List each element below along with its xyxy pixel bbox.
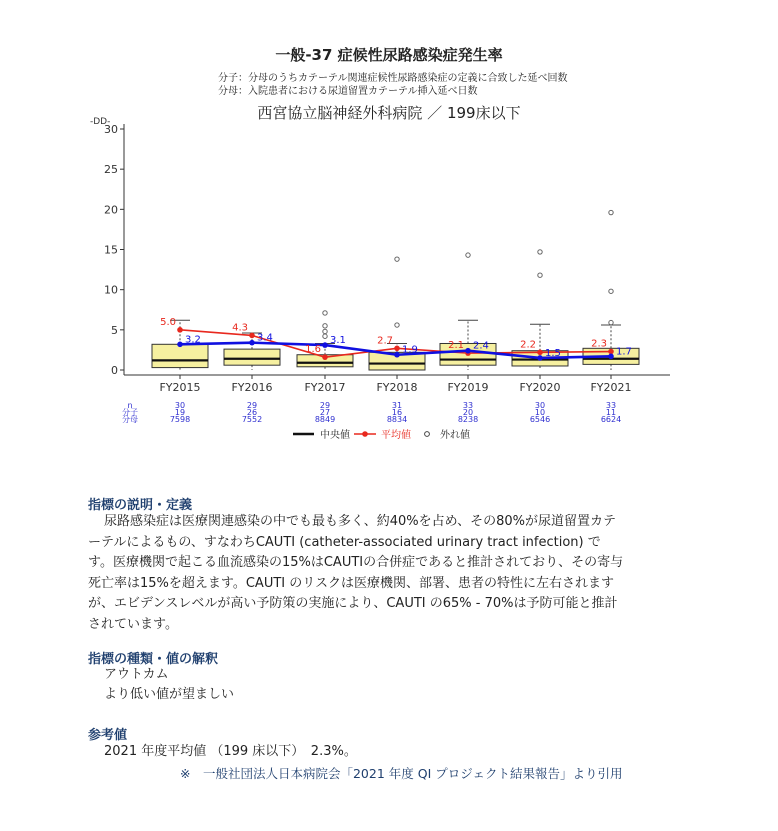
description-line: が、エビデンスレベルが高い予防策の実施により、CAUTI の65% - 70%は予防可能と推計 bbox=[88, 596, 618, 611]
mean-value-label: 4.3 bbox=[232, 322, 248, 334]
mean-value-label: 5.0 bbox=[160, 316, 176, 328]
outlier-point bbox=[323, 324, 327, 328]
table-cell: 6546 bbox=[529, 415, 551, 424]
legend-mean-marker bbox=[362, 431, 368, 437]
mean-series-point bbox=[249, 333, 255, 339]
hospital-series-point bbox=[608, 354, 614, 360]
x-tick-label: FY2021 bbox=[590, 381, 632, 394]
subtitle-denominator: 分母：入院患者における尿道留置カテーテル挿入延べ日数 bbox=[218, 86, 478, 97]
table-row-label: 分母 bbox=[122, 415, 138, 424]
outlier-point bbox=[323, 334, 327, 338]
outlier-point bbox=[395, 257, 399, 261]
x-tick-label: FY2018 bbox=[376, 381, 418, 394]
hospital-value-label: 3.4 bbox=[257, 332, 273, 344]
table-cell: 7552 bbox=[241, 415, 263, 424]
legend-median-label: 中央値 bbox=[320, 430, 350, 441]
reference-note: ※ 一般社団法人日本病院会「2021 年度 QI プロジェクト結果報告」より引用 bbox=[180, 766, 623, 781]
reference-value: 2021 年度平均値 （199 床以下） 2.3%。 bbox=[104, 744, 357, 759]
table-cell: 30 bbox=[534, 401, 546, 410]
table-cell: 8834 bbox=[386, 415, 408, 424]
outlier-point bbox=[609, 320, 613, 324]
description-line: されています。 bbox=[88, 616, 178, 632]
chart-title: 一般-37 症候性尿路感染症発生率 bbox=[275, 46, 503, 64]
hospital-series-point bbox=[537, 355, 543, 361]
hospital-value-label: 1.7 bbox=[616, 346, 632, 358]
outlier-point bbox=[395, 323, 399, 327]
outlier-point bbox=[466, 253, 470, 257]
table-cell: 26 bbox=[246, 408, 258, 417]
table-cell: 10 bbox=[534, 408, 546, 417]
indicator-type: アウトカム bbox=[104, 667, 169, 682]
indicator-interpretation: より低い値が望ましい bbox=[104, 687, 235, 702]
y-tick-label: 20 bbox=[104, 203, 118, 217]
mean-value-label: 2.2 bbox=[520, 339, 536, 351]
legend-outlier-marker bbox=[425, 432, 430, 437]
hospital-series-point bbox=[249, 340, 255, 346]
mean-series-point bbox=[394, 346, 400, 352]
table-cell: 33 bbox=[462, 401, 474, 410]
hospital-value-label: 1.9 bbox=[402, 344, 418, 356]
legend-outlier-label: 外れ値 bbox=[440, 430, 470, 441]
mean-value-label: 2.7 bbox=[377, 335, 393, 347]
table-cell: 27 bbox=[319, 408, 331, 417]
table-cell: 11 bbox=[605, 408, 617, 417]
table-row-label: n bbox=[127, 401, 133, 410]
x-tick-label: FY2017 bbox=[304, 381, 346, 394]
x-tick-label: FY2019 bbox=[447, 381, 489, 394]
table-cell: 6624 bbox=[600, 415, 622, 424]
outlier-point bbox=[323, 311, 327, 315]
table-cell: 7598 bbox=[169, 415, 191, 424]
mean-value-label: 1.6 bbox=[305, 344, 321, 356]
box bbox=[224, 349, 280, 365]
hospital-value-label: 3.1 bbox=[330, 335, 346, 347]
description-line: す。医療機関で起こる血流感染の15%はCAUTIの合併症であると推計されており、その寄与 bbox=[88, 555, 624, 570]
x-tick-label: FY2016 bbox=[231, 381, 273, 394]
y-unit-label: -DD- bbox=[90, 117, 111, 127]
description-line: ーテルによるもの、すなわちCAUTI (catheter-associated urinary tract infection) で bbox=[88, 534, 601, 550]
y-tick-label: 0 bbox=[111, 364, 118, 377]
reference-heading: 参考値 bbox=[88, 728, 128, 743]
hospital-value-label: 3.2 bbox=[185, 334, 201, 346]
outlier-point bbox=[538, 273, 542, 277]
outlier-point bbox=[538, 250, 542, 254]
mean-series-point bbox=[177, 327, 183, 333]
outlier-point bbox=[609, 210, 613, 214]
table-cell: 8238 bbox=[457, 415, 479, 424]
table-cell: 33 bbox=[605, 401, 617, 410]
description-line: 死亡率は15%を超えます。CAUTI のリスクは医療機関、部署、患者の特性に左右されます bbox=[88, 575, 614, 591]
hospital-series-point bbox=[177, 341, 183, 347]
box bbox=[152, 344, 208, 367]
outlier-point bbox=[323, 329, 327, 333]
hospital-label: 西宮協立脳神経外科病院 ／ 199床以下 bbox=[257, 104, 521, 122]
mean-value-label: 2.1 bbox=[448, 340, 464, 352]
hospital-series-point bbox=[322, 342, 328, 348]
y-tick-label: 10 bbox=[104, 283, 118, 297]
legend-mean-label: 平均値 bbox=[381, 430, 411, 441]
mean-value-label: 2.3 bbox=[591, 338, 607, 350]
table-cell: 30 bbox=[174, 401, 186, 410]
outlier-point bbox=[609, 289, 613, 293]
table-cell: 31 bbox=[391, 401, 403, 410]
mean-series-point bbox=[322, 354, 328, 360]
y-tick-label: 15 bbox=[104, 243, 118, 257]
table-cell: 20 bbox=[462, 408, 474, 417]
table-cell: 19 bbox=[174, 408, 186, 417]
x-tick-label: FY2015 bbox=[159, 381, 201, 394]
y-tick-label: 25 bbox=[104, 163, 118, 177]
mean-series-point bbox=[537, 350, 543, 356]
y-tick-label: 5 bbox=[111, 323, 118, 337]
y-tick-label: 30 bbox=[104, 123, 118, 136]
hospital-series-point bbox=[394, 352, 400, 358]
subtitle-numerator: 分子：分母のうちカテーテル関連症候性尿路感染症の定義に合致した延べ回数 bbox=[218, 73, 568, 84]
table-cell: 16 bbox=[391, 408, 403, 417]
x-tick-label: FY2020 bbox=[519, 381, 561, 394]
mean-series-point bbox=[608, 349, 614, 355]
description-line: 尿路感染症は医療関連感染の中でも最も多く、約40%を占め、その80%が尿道留置カテ bbox=[104, 514, 617, 529]
hospital-series-point bbox=[465, 348, 471, 354]
table-cell: 8849 bbox=[314, 415, 336, 424]
table-cell: 29 bbox=[319, 401, 331, 410]
indicator-type-heading: 指標の種類・値の解釈 bbox=[88, 652, 219, 667]
hospital-value-label: 2.4 bbox=[473, 340, 489, 352]
description-heading: 指標の説明・定義 bbox=[88, 498, 193, 513]
table-cell: 29 bbox=[246, 401, 258, 410]
hospital-value-label: 1.5 bbox=[545, 347, 561, 359]
table-row-label: 分子 bbox=[122, 408, 138, 417]
